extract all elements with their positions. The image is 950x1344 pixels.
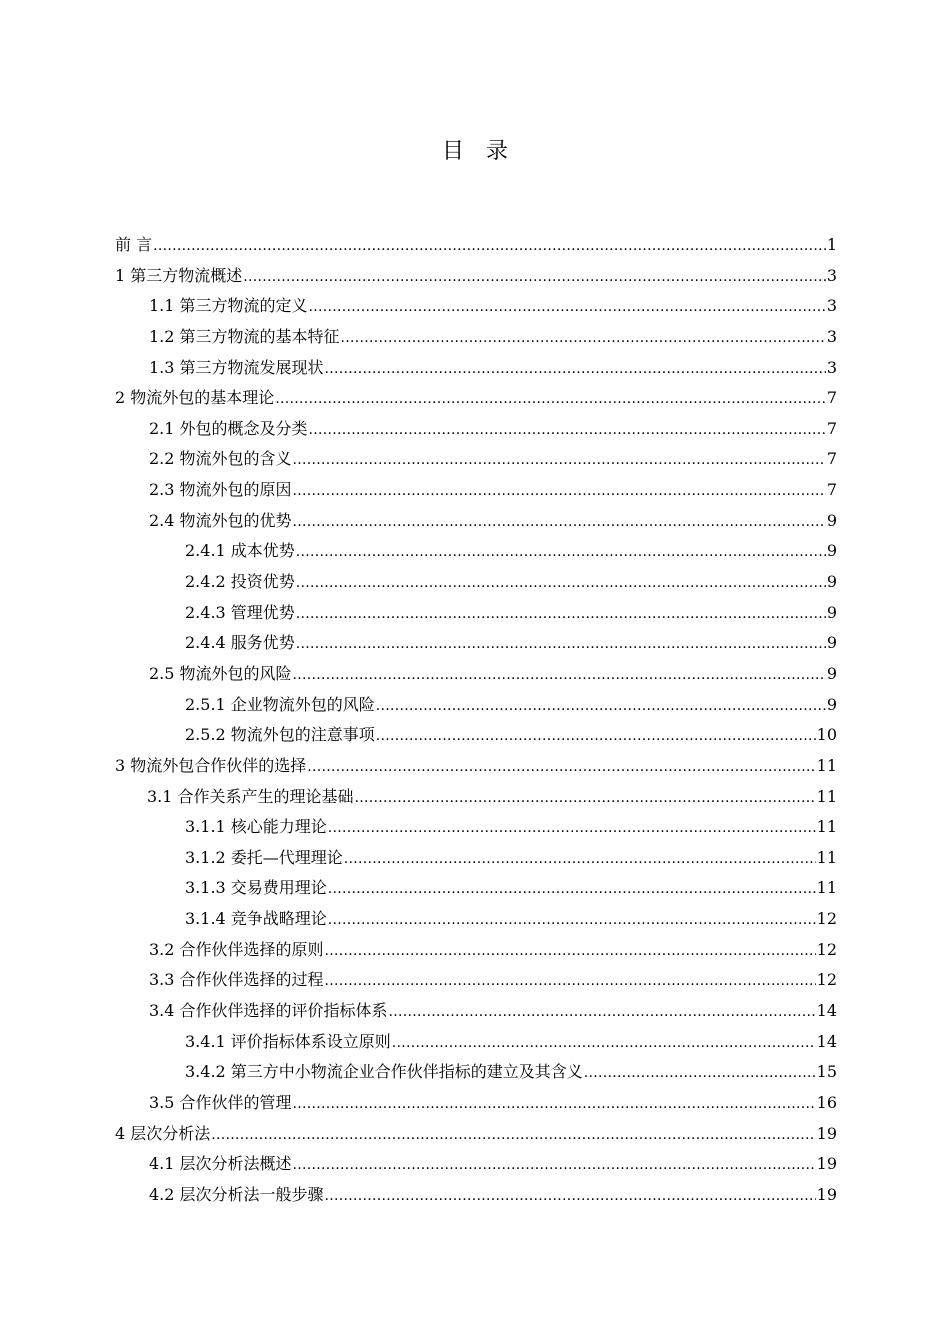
toc-entry[interactable] bbox=[115, 1119, 837, 1150]
toc-leader-dots bbox=[388, 997, 815, 1028]
toc-leader-dots bbox=[275, 384, 826, 415]
toc-entry[interactable] bbox=[115, 812, 837, 843]
toc-entry-title: 物流外包的原因 bbox=[179, 480, 292, 500]
toc-entry[interactable] bbox=[115, 1180, 837, 1211]
toc-entry-number: 2.5 bbox=[149, 663, 175, 683]
toc-entry-page: 14 bbox=[816, 1001, 837, 1021]
toc-entry[interactable] bbox=[115, 261, 837, 292]
toc-entry[interactable] bbox=[115, 873, 837, 904]
toc-entry-title: 物流外包的注意事项 bbox=[230, 725, 375, 745]
toc-leader-dots bbox=[344, 844, 816, 875]
toc-entry[interactable] bbox=[115, 1027, 837, 1058]
toc-entry-title: 物流外包的含义 bbox=[179, 449, 292, 469]
toc-entry[interactable] bbox=[115, 751, 837, 782]
toc-entry-title: 成本优势 bbox=[230, 541, 295, 561]
toc-entry-number: 2.4.4 bbox=[185, 633, 226, 653]
toc-entry[interactable] bbox=[115, 659, 837, 690]
toc-entry-page: 19 bbox=[816, 1123, 837, 1143]
toc-leader-dots bbox=[292, 1089, 815, 1120]
toc-leader-dots bbox=[296, 599, 826, 630]
toc-entry-page: 7 bbox=[826, 480, 837, 500]
toc-entry[interactable] bbox=[115, 904, 837, 935]
toc-entry-title: 第三方物流的定义 bbox=[179, 296, 308, 316]
toc-leader-dots bbox=[292, 660, 825, 691]
toc-entry-page: 11 bbox=[816, 847, 837, 867]
toc-entry-number: 2.3 bbox=[149, 480, 175, 500]
toc-entry[interactable] bbox=[115, 1149, 837, 1180]
toc-entry[interactable] bbox=[115, 690, 837, 721]
toc-entry-number: 2.4.2 bbox=[185, 572, 226, 592]
toc-entry-title: 投资优势 bbox=[230, 572, 295, 592]
toc-entry-page: 3 bbox=[826, 265, 837, 285]
toc-entry-title: 第三方物流发展现状 bbox=[179, 357, 324, 377]
toc-leader-dots bbox=[292, 1150, 815, 1181]
toc-entry-number: 3.2 bbox=[149, 939, 175, 959]
toc-entry-number: 4.1 bbox=[149, 1154, 175, 1174]
toc-entry-number: 3.3 bbox=[149, 970, 175, 990]
toc-entry-page: 9 bbox=[826, 510, 837, 530]
toc-entry-page: 9 bbox=[826, 663, 837, 683]
toc-entry[interactable] bbox=[115, 782, 837, 813]
toc-leader-dots bbox=[392, 1028, 816, 1059]
toc-entry-title: 物流外包的风险 bbox=[179, 663, 292, 683]
toc-entry-title: 外包的概念及分类 bbox=[179, 418, 308, 438]
toc-leader-dots bbox=[296, 537, 826, 568]
toc-entry[interactable] bbox=[115, 720, 837, 751]
toc-entry-page: 3 bbox=[826, 357, 837, 377]
title-char-2: 录 bbox=[486, 139, 509, 164]
toc-leader-dots bbox=[584, 1058, 816, 1089]
toc-entry-page: 16 bbox=[816, 1092, 837, 1112]
toc-entry-title: 核心能力理论 bbox=[230, 817, 327, 837]
toc-entry-page: 11 bbox=[816, 786, 837, 806]
table-of-contents bbox=[115, 230, 837, 1211]
toc-leader-dots bbox=[340, 323, 825, 354]
toc-leader-dots bbox=[328, 874, 816, 905]
toc-entry-number: 3.1 bbox=[147, 786, 173, 806]
toc-entry-page: 3 bbox=[826, 296, 837, 316]
toc-entry-page: 11 bbox=[816, 878, 837, 898]
toc-entry-number: 1.1 bbox=[149, 296, 175, 316]
toc-entry-number: 2.5.2 bbox=[185, 725, 226, 745]
toc-entry-number: 3.4.1 bbox=[185, 1031, 226, 1051]
toc-entry-page: 7 bbox=[826, 388, 837, 408]
toc-entry-title: 物流外包合作伙伴的选择 bbox=[130, 755, 307, 775]
toc-entry-title: 第三方物流的基本特征 bbox=[179, 326, 340, 346]
toc-leader-dots bbox=[296, 568, 826, 599]
toc-entry-page: 12 bbox=[816, 909, 837, 929]
toc-entry-number: 3.1.1 bbox=[185, 817, 226, 837]
toc-entry-number: 2.5.1 bbox=[185, 694, 226, 714]
toc-entry-title: 企业物流外包的风险 bbox=[230, 694, 375, 714]
toc-entry-page: 19 bbox=[816, 1184, 837, 1204]
toc-leader-dots bbox=[292, 476, 825, 507]
toc-entry-page: 9 bbox=[826, 602, 837, 622]
toc-entry-page: 14 bbox=[816, 1031, 837, 1051]
toc-entry[interactable] bbox=[115, 1088, 837, 1119]
toc-entry-title: 委托—代理理论 bbox=[230, 847, 343, 867]
toc-entry-number: 3 bbox=[115, 755, 126, 775]
toc-entry-page: 9 bbox=[826, 541, 837, 561]
toc-entry-title: 合作关系产生的理论基础 bbox=[177, 786, 354, 806]
toc-leader-dots bbox=[324, 1181, 815, 1212]
toc-entry-number: 3.5 bbox=[149, 1092, 175, 1112]
toc-entry[interactable] bbox=[115, 506, 837, 537]
toc-entry-number: 4.2 bbox=[149, 1184, 175, 1204]
toc-entry-number: 2.4 bbox=[149, 510, 175, 530]
toc-entry-title: 交易费用理论 bbox=[230, 878, 327, 898]
toc-entry-title: 物流外包的优势 bbox=[179, 510, 292, 530]
toc-entry-page: 7 bbox=[826, 418, 837, 438]
toc-entry-page: 19 bbox=[816, 1154, 837, 1174]
toc-entry-title: 第三方中小物流企业合作伙伴指标的建立及其含义 bbox=[230, 1062, 583, 1082]
toc-entry-number: 2 bbox=[115, 388, 126, 408]
toc-entry-title: 层次分析法概述 bbox=[179, 1154, 292, 1174]
toc-entry-page: 10 bbox=[816, 725, 837, 745]
toc-leader-dots bbox=[211, 1120, 815, 1151]
toc-entry-page: 9 bbox=[826, 633, 837, 653]
toc-entry-title: 物流外包的基本理论 bbox=[130, 388, 275, 408]
toc-entry[interactable] bbox=[115, 598, 837, 629]
toc-entry[interactable] bbox=[115, 628, 837, 659]
toc-entry[interactable] bbox=[115, 414, 837, 445]
toc-leader-dots bbox=[328, 905, 816, 936]
toc-entry-title: 层次分析法一般步骤 bbox=[179, 1184, 324, 1204]
toc-entry-number: 3.1.3 bbox=[185, 878, 226, 898]
toc-entry-title: 评价指标体系设立原则 bbox=[230, 1031, 391, 1051]
toc-entry-title: 服务优势 bbox=[230, 633, 295, 653]
toc-entry[interactable] bbox=[115, 567, 837, 598]
toc-leader-dots bbox=[307, 752, 815, 783]
toc-entry[interactable] bbox=[115, 444, 837, 475]
page-title bbox=[0, 134, 950, 165]
toc-leader-dots bbox=[324, 966, 815, 997]
toc-entry-title: 层次分析法 bbox=[130, 1123, 211, 1143]
toc-entry-number: 2.2 bbox=[149, 449, 175, 469]
toc-entry-page: 11 bbox=[816, 755, 837, 775]
toc-entry-page: 3 bbox=[826, 326, 837, 346]
toc-entry[interactable] bbox=[115, 965, 837, 996]
toc-entry-page: 12 bbox=[816, 939, 837, 959]
toc-entry[interactable] bbox=[115, 536, 837, 567]
toc-leader-dots bbox=[376, 721, 816, 752]
toc-entry-page: 11 bbox=[816, 817, 837, 837]
toc-entry-number: 2.4.3 bbox=[185, 602, 226, 622]
toc-entry[interactable] bbox=[115, 935, 837, 966]
toc-entry[interactable] bbox=[115, 291, 837, 322]
toc-entry[interactable] bbox=[115, 475, 837, 506]
toc-entry-number: 4 bbox=[115, 1123, 126, 1143]
toc-entry[interactable] bbox=[115, 353, 837, 384]
toc-leader-dots bbox=[243, 262, 826, 293]
title-char-1: 目 bbox=[441, 139, 464, 164]
toc-leader-dots bbox=[153, 231, 826, 262]
toc-entry[interactable] bbox=[115, 322, 837, 353]
toc-entry-title: 管理优势 bbox=[230, 602, 295, 622]
toc-entry[interactable] bbox=[115, 383, 837, 414]
toc-entry-page: 9 bbox=[826, 694, 837, 714]
toc-entry-title: 合作伙伴的管理 bbox=[179, 1092, 292, 1112]
toc-entry-title: 合作伙伴选择的评价指标体系 bbox=[179, 1001, 388, 1021]
toc-entry[interactable] bbox=[115, 996, 837, 1027]
toc-entry-number: 2.1 bbox=[149, 418, 175, 438]
toc-entry-title: 前 言 bbox=[115, 235, 153, 254]
toc-entry-page: 15 bbox=[816, 1062, 837, 1082]
toc-entry-number: 1 bbox=[115, 265, 126, 285]
toc-entry-number: 3.1.2 bbox=[185, 847, 226, 867]
toc-entry-page: 1 bbox=[826, 235, 837, 254]
toc-leader-dots bbox=[324, 936, 815, 967]
toc-entry-title: 竞争战略理论 bbox=[230, 909, 327, 929]
toc-entry-number: 3.1.4 bbox=[185, 909, 226, 929]
toc-leader-dots bbox=[324, 354, 825, 385]
toc-entry-number: 3.4.2 bbox=[185, 1062, 226, 1082]
toc-entry[interactable] bbox=[115, 1057, 837, 1088]
toc-entry[interactable] bbox=[115, 230, 837, 261]
toc-entry-title: 合作伙伴选择的原则 bbox=[179, 939, 324, 959]
toc-leader-dots bbox=[376, 691, 826, 722]
toc-entry-page: 12 bbox=[816, 970, 837, 990]
toc-entry-page: 7 bbox=[826, 449, 837, 469]
toc-entry-number: 1.2 bbox=[149, 326, 175, 346]
toc-entry[interactable] bbox=[115, 843, 837, 874]
toc-entry-number: 3.4 bbox=[149, 1001, 175, 1021]
toc-leader-dots bbox=[328, 813, 816, 844]
toc-entry-page: 9 bbox=[826, 572, 837, 592]
toc-leader-dots bbox=[308, 292, 825, 323]
toc-leader-dots bbox=[296, 629, 826, 660]
toc-entry-number: 1.3 bbox=[149, 357, 175, 377]
toc-leader-dots bbox=[292, 507, 825, 538]
toc-entry-number: 2.4.1 bbox=[185, 541, 226, 561]
toc-entry-title: 第三方物流概述 bbox=[130, 265, 243, 285]
toc-entry-title: 合作伙伴选择的过程 bbox=[179, 970, 324, 990]
toc-leader-dots bbox=[354, 783, 815, 814]
toc-leader-dots bbox=[308, 415, 825, 446]
toc-leader-dots bbox=[292, 445, 825, 476]
